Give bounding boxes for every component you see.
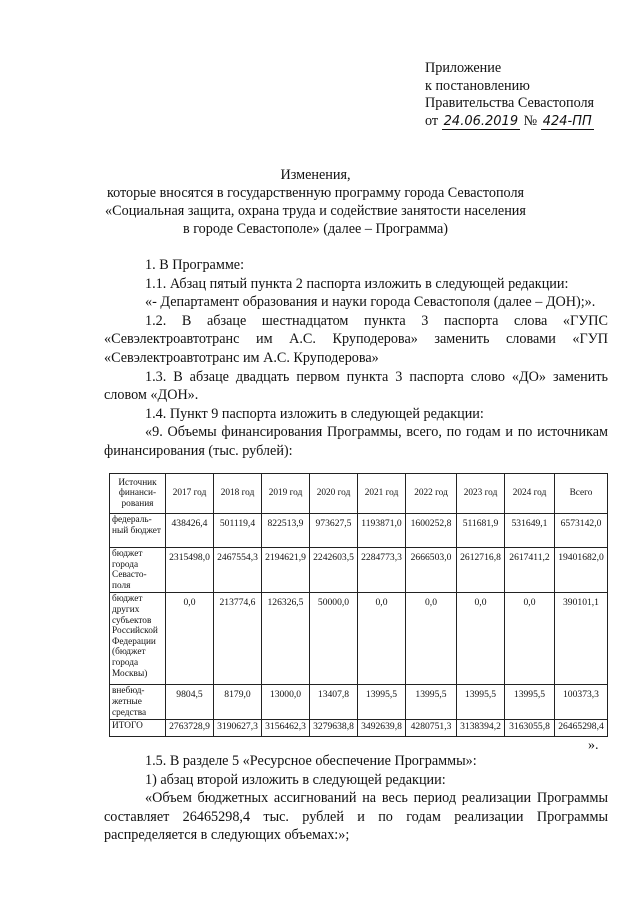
paragraph-1-5: 1.5. В разделе 5 «Ресурсное обеспечение Программы»: (145, 753, 477, 769)
cell-value: 0,0 (358, 593, 406, 685)
cell-value: 13000,0 (262, 685, 310, 720)
header-year: 2020 год (310, 474, 358, 514)
cell-value: 13995,5 (358, 685, 406, 720)
paragraph-1-5-quote: «Объем бюджетных ассигнований на весь период реализации Программы составляет 26465298,4 тыс. рублей и по годам реализации Программы распределяется в следующих объемах:»; (104, 790, 608, 844)
cell-value: 0,0 (406, 593, 457, 685)
cell-value: 13995,5 (406, 685, 457, 720)
header-total: Всего (555, 474, 608, 514)
header-year: 2019 год (262, 474, 310, 514)
title-line-3: «Социальная защита, охрана труда и содействие занятости населения (105, 203, 526, 219)
appendix-resolution: к постановлению (425, 77, 530, 94)
header-year: 2021 год (358, 474, 406, 514)
cell-value: 3163055,8 (505, 720, 555, 737)
document-title (0, 166, 631, 238)
appendix-block (425, 60, 594, 130)
paragraph-1-5-1: 1) абзац второй изложить в следующей редакции: (145, 771, 446, 788)
paragraph-1-4-quote: «9. Объемы финансирования Программы, всего, по годам и по источникам финансирования (тыс. рублей): (104, 424, 608, 459)
cell-value: 3492639,8 (358, 720, 406, 737)
cell-value: 13995,5 (505, 685, 555, 720)
header-year: 2017 год (166, 474, 214, 514)
header-year: 2018 год (214, 474, 262, 514)
cell-value: 213774,6 (214, 593, 262, 685)
row-source: внебюд-жетные средства (110, 685, 166, 720)
table-total-row (110, 720, 608, 737)
paragraph-1-1-quote: «- Департамент образования и науки города Севастополя (далее – ДОН);». (145, 294, 596, 311)
cell-value: 2763728,9 (166, 720, 214, 737)
paragraph-1-1: 1.1. Абзац пятый пункта 2 паспорта изложить в следующей редакции: (145, 275, 569, 292)
cell-value: 973627,5 (310, 514, 358, 548)
date-prefix: от (425, 112, 439, 129)
cell-value: 50000,0 (310, 593, 358, 685)
cell-value: 2612716,8 (457, 548, 505, 593)
cell-value: 822513,9 (262, 514, 310, 548)
cell-value: 2617411,2 (505, 548, 555, 593)
cell-value: 438426,4 (166, 514, 214, 548)
paragraph-1: 1. В Программе: (145, 257, 245, 273)
cell-value: 3138394,2 (457, 720, 505, 737)
cell-total: 100373,3 (555, 685, 608, 720)
table-row (110, 548, 608, 593)
handwritten-number: 424-ПП (542, 113, 592, 129)
cell-value: 2194621,9 (262, 548, 310, 593)
paragraph-1-3: 1.3. В абзаце двадцать первом пункта 3 паспорта слово «ДО» заменить словом «ДОН». (104, 368, 608, 404)
cell-value: 2315498,0 (166, 548, 214, 593)
cell-value: 0,0 (166, 593, 214, 685)
appendix-government: Правительства Севастополя (425, 95, 595, 111)
cell-value: 1600252,8 (406, 514, 457, 548)
table-closing-quote: ». (588, 738, 599, 753)
table-row (110, 514, 608, 548)
cell-total: 390101,1 (555, 593, 608, 685)
row-source: федераль-ный бюджет (110, 514, 166, 548)
header-year: 2024 год (505, 474, 555, 514)
appendix-date-line (425, 113, 594, 131)
cell-value: 3156462,3 (262, 720, 310, 737)
cell-value: 2242603,5 (310, 548, 358, 593)
cell-value: 531649,1 (505, 514, 555, 548)
handwritten-date: 24.06.2019 (443, 113, 519, 129)
cell-value: 0,0 (505, 593, 555, 685)
title-line-2: которые вносятся в государственную программу города Севастополя (106, 185, 525, 201)
table-header-row (110, 474, 608, 514)
row-source: бюджет других субъектов Российской Федерации (бюджет города Москвы) (110, 593, 166, 685)
cell-total: 19401682,0 (555, 548, 608, 593)
cell-value: 511681,9 (457, 514, 505, 548)
after-table-text (104, 752, 608, 845)
number-prefix: № (523, 112, 538, 129)
title-line-4: в городе Севастополе» (далее – Программа) (182, 221, 449, 237)
header-year: 2023 год (457, 474, 505, 514)
cell-value: 3279638,8 (310, 720, 358, 737)
header-source: Источник финанси-рования (110, 474, 166, 514)
paragraph-1-4: 1.4. Пункт 9 паспорта изложить в следующей редакции: (145, 405, 484, 422)
title-line-1: Изменения, (280, 167, 351, 183)
cell-value: 126326,5 (262, 593, 310, 685)
appendix-label: Приложение (425, 60, 502, 76)
cell-value: 2666503,0 (406, 548, 457, 593)
paragraph-1-2: 1.2. В абзаце шестнадцатом пункта 3 паспорта слова «ГУПС «Севэлектроавтотранс им А.С. Круподерова» заменить словами «ГУП «Севэлектроавтотранс им А.С. Круподерова» (104, 312, 608, 366)
cell-total: 26465298,4 (555, 720, 608, 737)
cell-value: 1193871,0 (358, 514, 406, 548)
main-text (104, 256, 608, 461)
header-year: 2022 год (406, 474, 457, 514)
cell-value: 13407,8 (310, 685, 358, 720)
cell-value: 9804,5 (166, 685, 214, 720)
cell-value: 4280751,3 (406, 720, 457, 737)
row-source: бюджет города Севасто-поля (110, 548, 166, 593)
cell-value: 501119,4 (214, 514, 262, 548)
table-row (110, 593, 608, 685)
table-row (110, 685, 608, 720)
row-source: ИТОГО (110, 720, 166, 737)
cell-value: 8179,0 (214, 685, 262, 720)
cell-value: 2467554,3 (214, 548, 262, 593)
cell-total: 6573142,0 (555, 514, 608, 548)
cell-value: 2284773,3 (358, 548, 406, 593)
financing-table (109, 473, 608, 737)
cell-value: 0,0 (457, 593, 505, 685)
cell-value: 13995,5 (457, 685, 505, 720)
cell-value: 3190627,3 (214, 720, 262, 737)
